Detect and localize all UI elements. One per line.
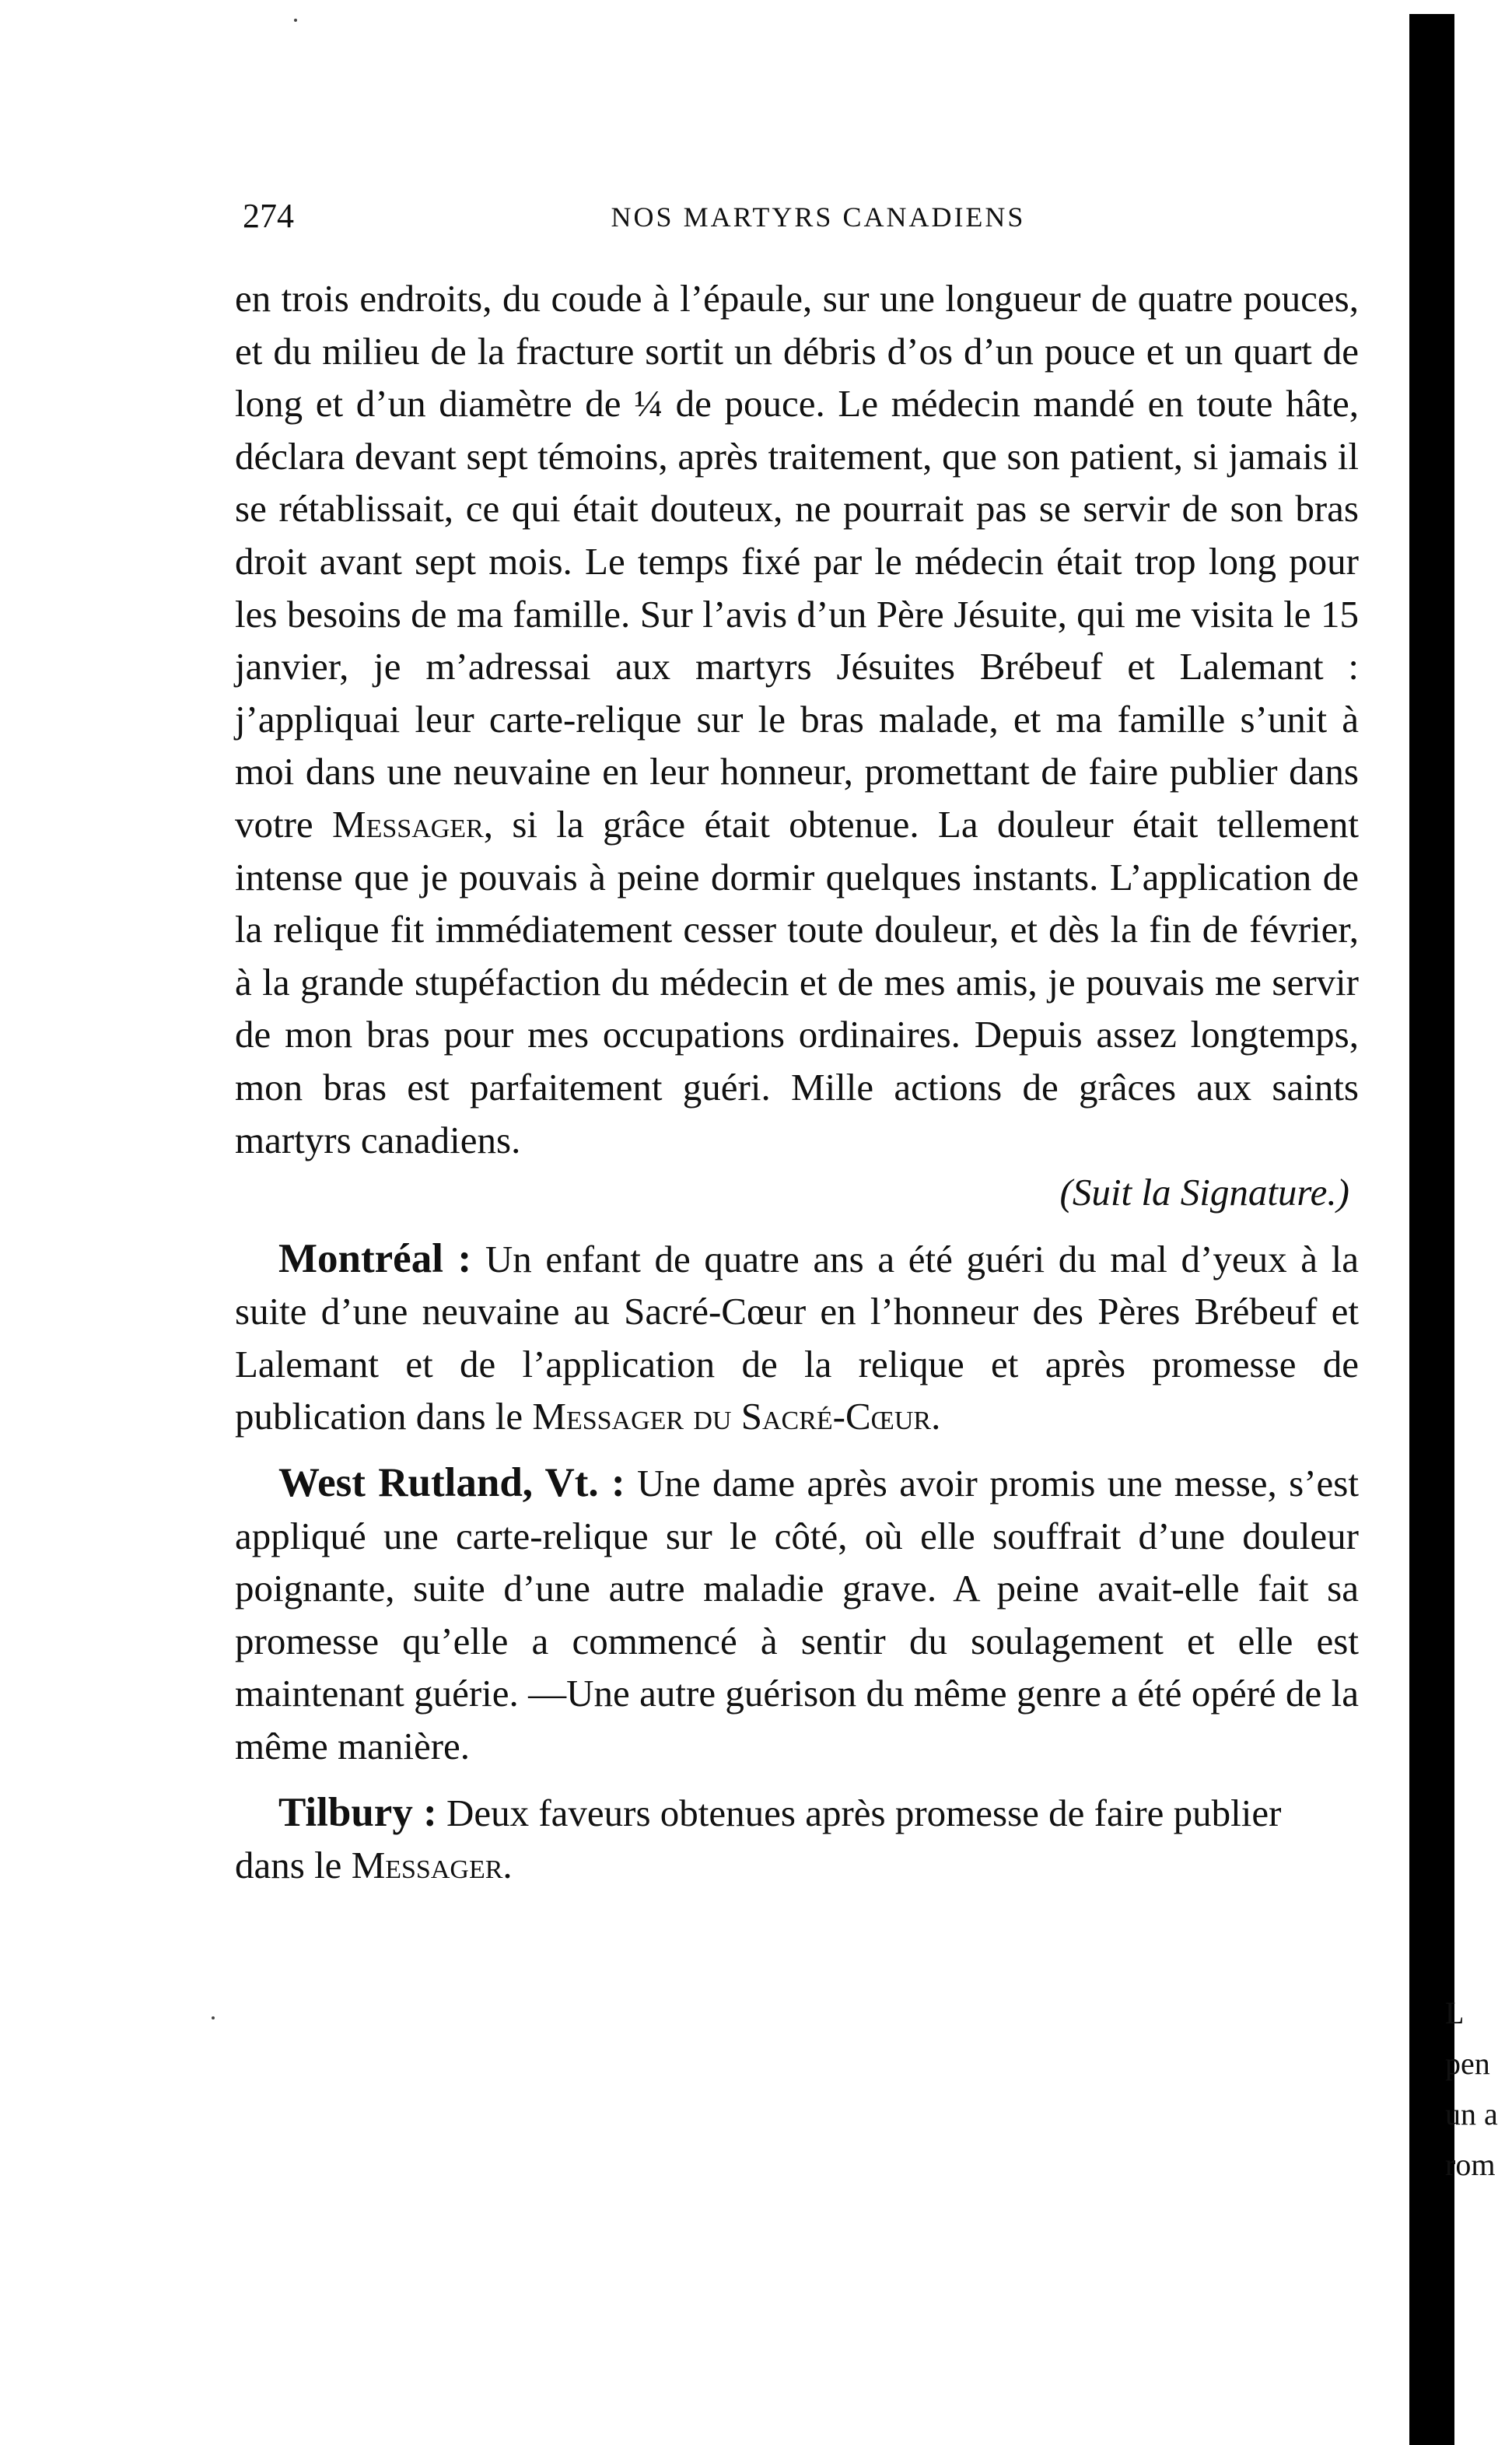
page-number: 274: [243, 197, 294, 235]
entry-small-caps: Messager du Sacré-Cœur: [532, 1395, 932, 1438]
body-text: [235, 272, 1359, 1892]
entry-place: West Rutland, Vt. :: [278, 1460, 625, 1506]
testimony-text: en trois endroits, du coude à l’épaule, sur une longueur de quatre pouces, et du milieu de la fracture sortit un débris d’os d’un pouce et un quart de long et d’un diamètre de ¼ de pouce. Le médecin mandé en toute hâte, déclara devant sept témoins, après traitement, que son patient, si jamais il se rétablissait, ce qui était douteux, ne pourrait pas se servir de son bras droit avant sept mois. Le temps fixé par le médecin était trop long pour les besoins de ma famille. Sur l’avis d’un Père Jésuite, qui me visita le 15 janvier, je m’adressai aux martyrs Jésuites Brébeuf et Lalemant : j’appliquai leur carte-relique sur le bras malade, et ma famille s’unit à moi dans une neuvaine en leur honneur, promettant de faire publier dans votre: [235, 277, 1359, 846]
page-header: [243, 196, 1394, 243]
running-title: NOS MARTYRS CANADIENS: [611, 201, 1026, 233]
facing-page-fragment: un a: [1445, 2096, 1498, 2131]
paper-speck: [212, 2016, 215, 2019]
entry-west-rutland: [235, 1457, 1359, 1773]
messager-title: Messager: [332, 802, 484, 846]
entry-tilbury: [235, 1787, 1359, 1892]
signature-line: (Suit la Signature.): [1059, 1171, 1349, 1214]
facing-page-fragment: L: [1445, 1995, 1465, 2030]
entry-place: Tilbury :: [278, 1789, 437, 1835]
entry-text: Un enfant de quatre ans a été guéri du mal d’yeux à la suite d’une neuvaine au Sacré-Cœur en l’honneur des Pères Brébeuf et Lalemant et de l’application de la relique et après promesse de publication dans le: [235, 1237, 1359, 1438]
entry-text-end: .: [502, 1844, 513, 1887]
testimony-text-end: , si la grâce était obtenue. La douleur était tellement intense que je pouvais à peine dormir quelques instants. L’application de la relique fit immédiatement cesser toute douleur, et dès la fin de février, à la grande stupéfaction du médecin et de mes amis, je pouvais me servir de mon bras pour mes occupations ordinaires. Depuis assez longtemps, mon bras est parfaitement guéri. Mille actions de grâces aux saints martyrs canadiens.: [235, 802, 1359, 1161]
entry-montreal: [235, 1233, 1359, 1443]
entry-place: Montréal :: [278, 1235, 472, 1281]
entry-text: Une dame après avoir promis une messe, s’est appliqué une carte-relique sur le côté, où elle souffrait d’une douleur poignante, suite d’une autre maladie grave. A peine avait-elle fait sa promesse qu’elle a commencé à sentir du soulagement et elle est maintenant guérie. —Une autre guérison du même genre a été opéré de la même manière.: [235, 1462, 1359, 1768]
entry-text-end: .: [931, 1395, 941, 1438]
testimony-paragraph: [235, 272, 1359, 1166]
facing-page-fragment: rom: [1445, 2147, 1496, 2182]
entry-text: Deux faveurs obtenues après promesse de faire publier dans le: [235, 1791, 1282, 1887]
facing-page-fragment: pen: [1445, 2046, 1490, 2081]
paper-speck: [294, 19, 297, 22]
entry-small-caps: Messager: [351, 1844, 503, 1887]
